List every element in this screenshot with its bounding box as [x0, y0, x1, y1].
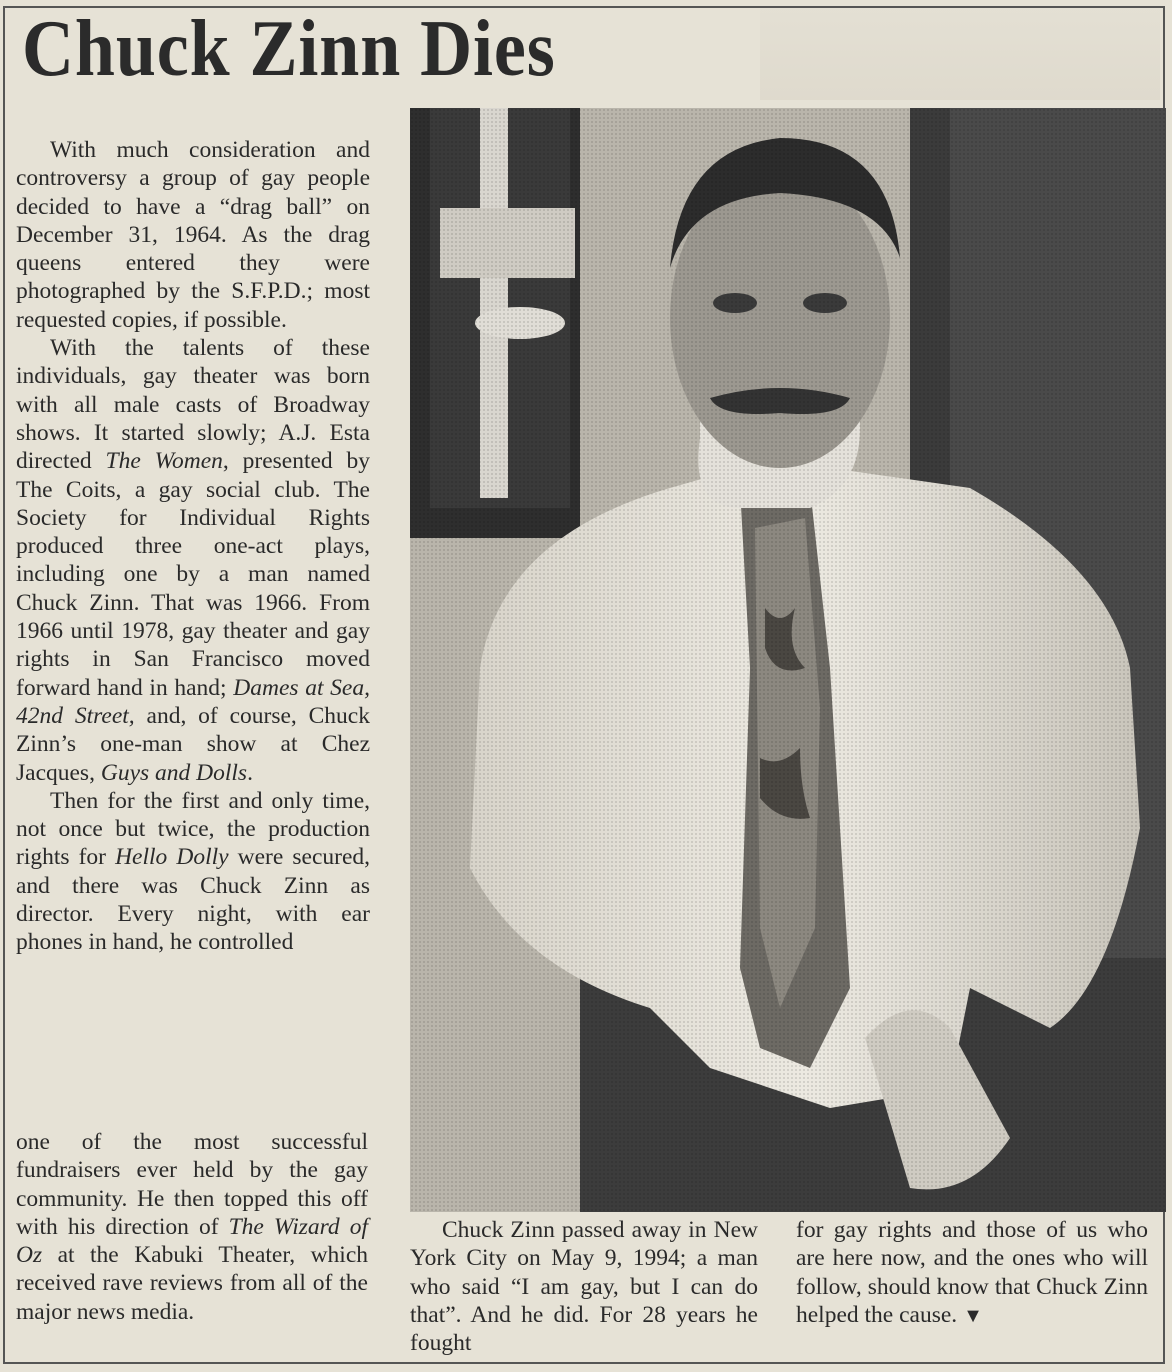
photo-caption-part-2: for gay rights and those of us who are here now, and the ones who will follow, should know that Chuck Zinn helped the cause. ▼: [796, 1216, 1148, 1330]
portrait-photo-graphic: [410, 108, 1166, 1212]
paragraph-3: Then for the first and only time, not once but twice, the production rights for Hello Dolly were secured, and there was Chuck Zinn as director. Every night, with ear phones in hand, he controlled: [16, 787, 371, 956]
play-title: The Women: [105, 448, 223, 475]
article-body-continued: [16, 1128, 368, 1326]
article-body-column: [16, 136, 370, 957]
paragraph-1: With much consideration and controversy a group of gay people decided to have a “drag ball” on December 31, 1964. As the drag queens entered they were photographed by the S.F.P.D.; most requested copies, if possible.: [16, 137, 370, 333]
play-title: Guys and Dolls: [100, 759, 248, 786]
photo-caption-part-1: Chuck Zinn passed away in New York City on May 9, 1994; a man who said “I am gay, but I can do that”. And he did. For 28 years he fought: [410, 1217, 758, 1357]
article-headline: Chuck Zinn Dies: [22, 5, 556, 93]
play-title: Hello Dolly: [115, 844, 229, 871]
portrait-photo: [410, 108, 1166, 1212]
paragraph-3-continued: one of the most successful fundraisers ever held by the gay community. He then topped this off with his direction of The Wizard of Oz at the Kabuki Theater, which received rave reviews from all of the major news media.: [16, 1129, 368, 1325]
play-title: Dames at Sea, 42nd Street,: [16, 674, 370, 729]
play-title: The Wizard of Oz: [16, 1213, 368, 1269]
paragraph-2: With the talents of these individuals, gay theater was born with all male casts of Broadway shows. It started slowly; A.J. Esta directed The Women, presented by The Coits, a gay social club. The Society for Individual Rights produced three one-act plays, including one by a man named Chuck Zinn. That was 1966. From 1966 until 1978, gay theater and gay rights in San Francisco moved forward hand in hand; Dames at Sea, 42nd Street, and, of course, Chuck Zinn’s one-man show at Chez Jacques, Guys and Dolls.: [16, 335, 370, 786]
end-of-article-triangle-icon: ▼: [963, 1304, 983, 1327]
